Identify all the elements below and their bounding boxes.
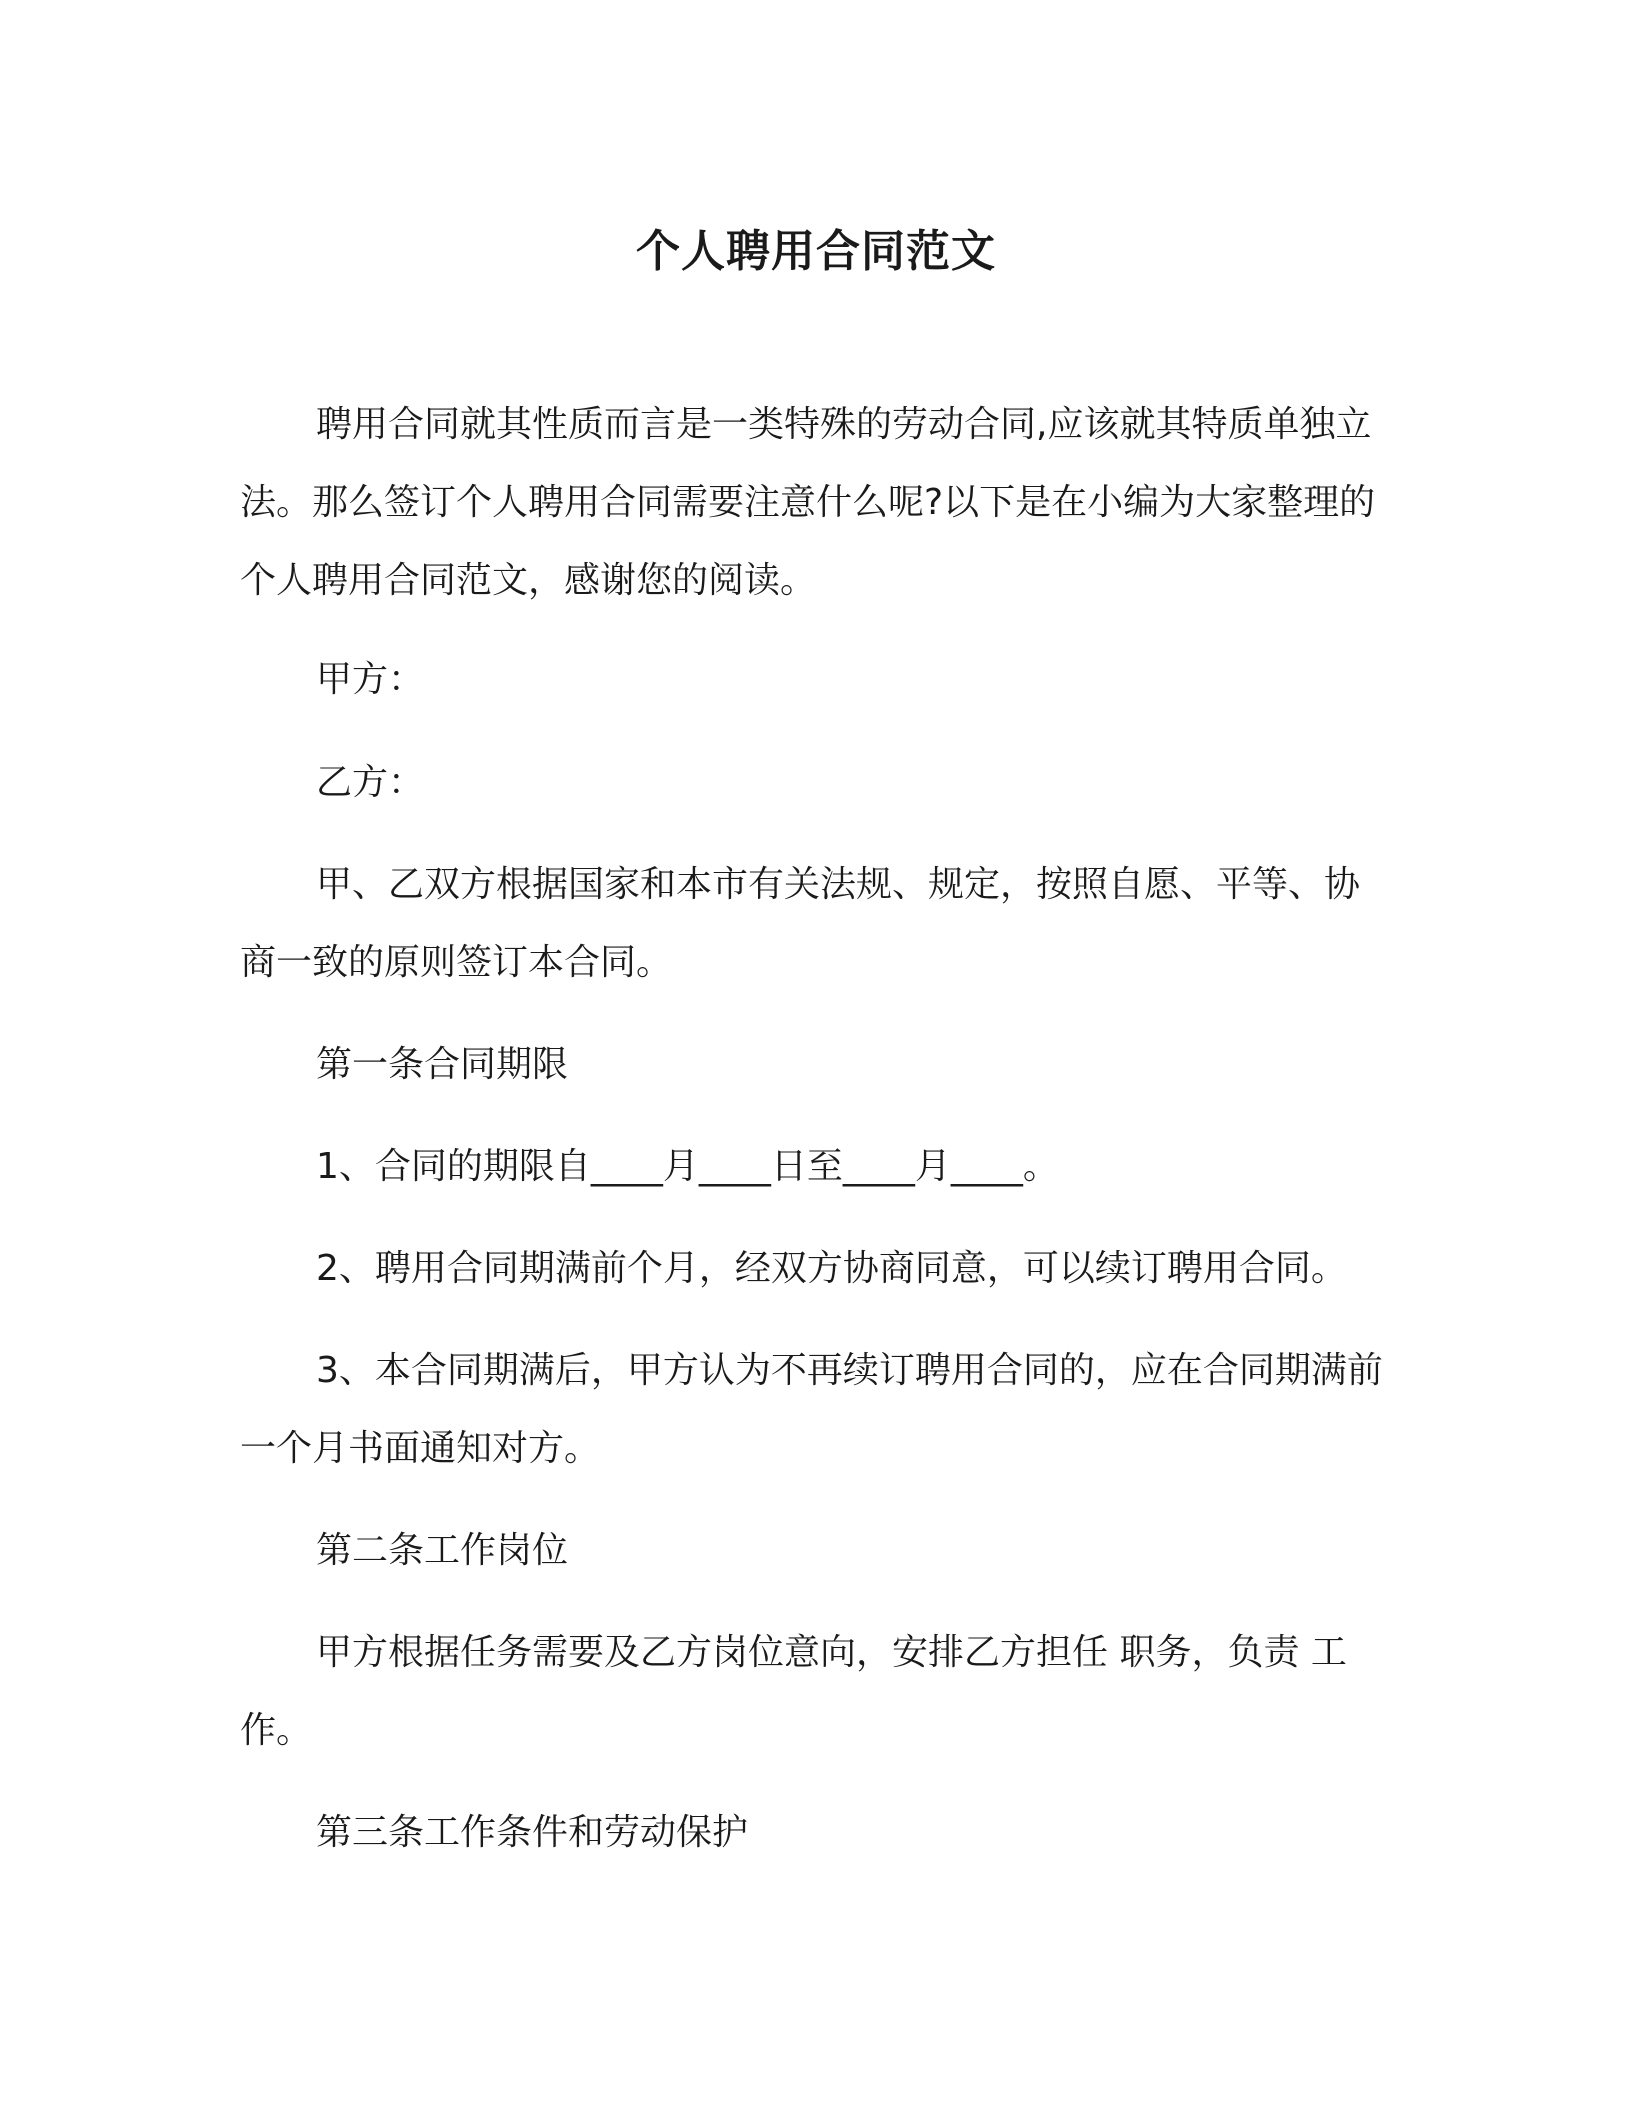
article-1-clause-2: 2、聘用合同期满前个月，经双方协商同意，可以续订聘用合同。 <box>316 1248 1347 1289</box>
party-a-label: 甲方： <box>316 659 425 700</box>
article-2-heading: 第二条工作岗位 <box>316 1530 569 1571</box>
document-title: 个人聘用合同范文 <box>636 226 996 277</box>
party-b-label: 乙方： <box>316 762 425 803</box>
article-2-body: 甲方根据任务需要及乙方岗位意向，安排乙方担任 职务，负责 工作。 <box>240 1632 1347 1751</box>
article-3-heading: 第三条工作条件和劳动保护 <box>316 1812 749 1853</box>
article-1-clause-3: 3、本合同期满后，甲方认为不再续订聘用合同的，应在合同期满前一个月书面通知对方。 <box>240 1350 1383 1469</box>
article-1-heading: 第一条合同期限 <box>316 1044 569 1085</box>
article-1-clause-1: 1、合同的期限自____月____日至____月____。 <box>316 1146 1059 1187</box>
agreement-basis-paragraph: 甲、乙双方根据国家和本市有关法规、规定，按照自愿、平等、协商一致的原则签订本合同。 <box>240 864 1361 983</box>
intro-paragraph: 聘用合同就其性质而言是一类特殊的劳动合同,应该就其特质单独立法。那么签订个人聘用合同需要注意什么呢?以下是在小编为大家整理的个人聘用合同范文，感谢您的阅读。 <box>240 404 1376 601</box>
